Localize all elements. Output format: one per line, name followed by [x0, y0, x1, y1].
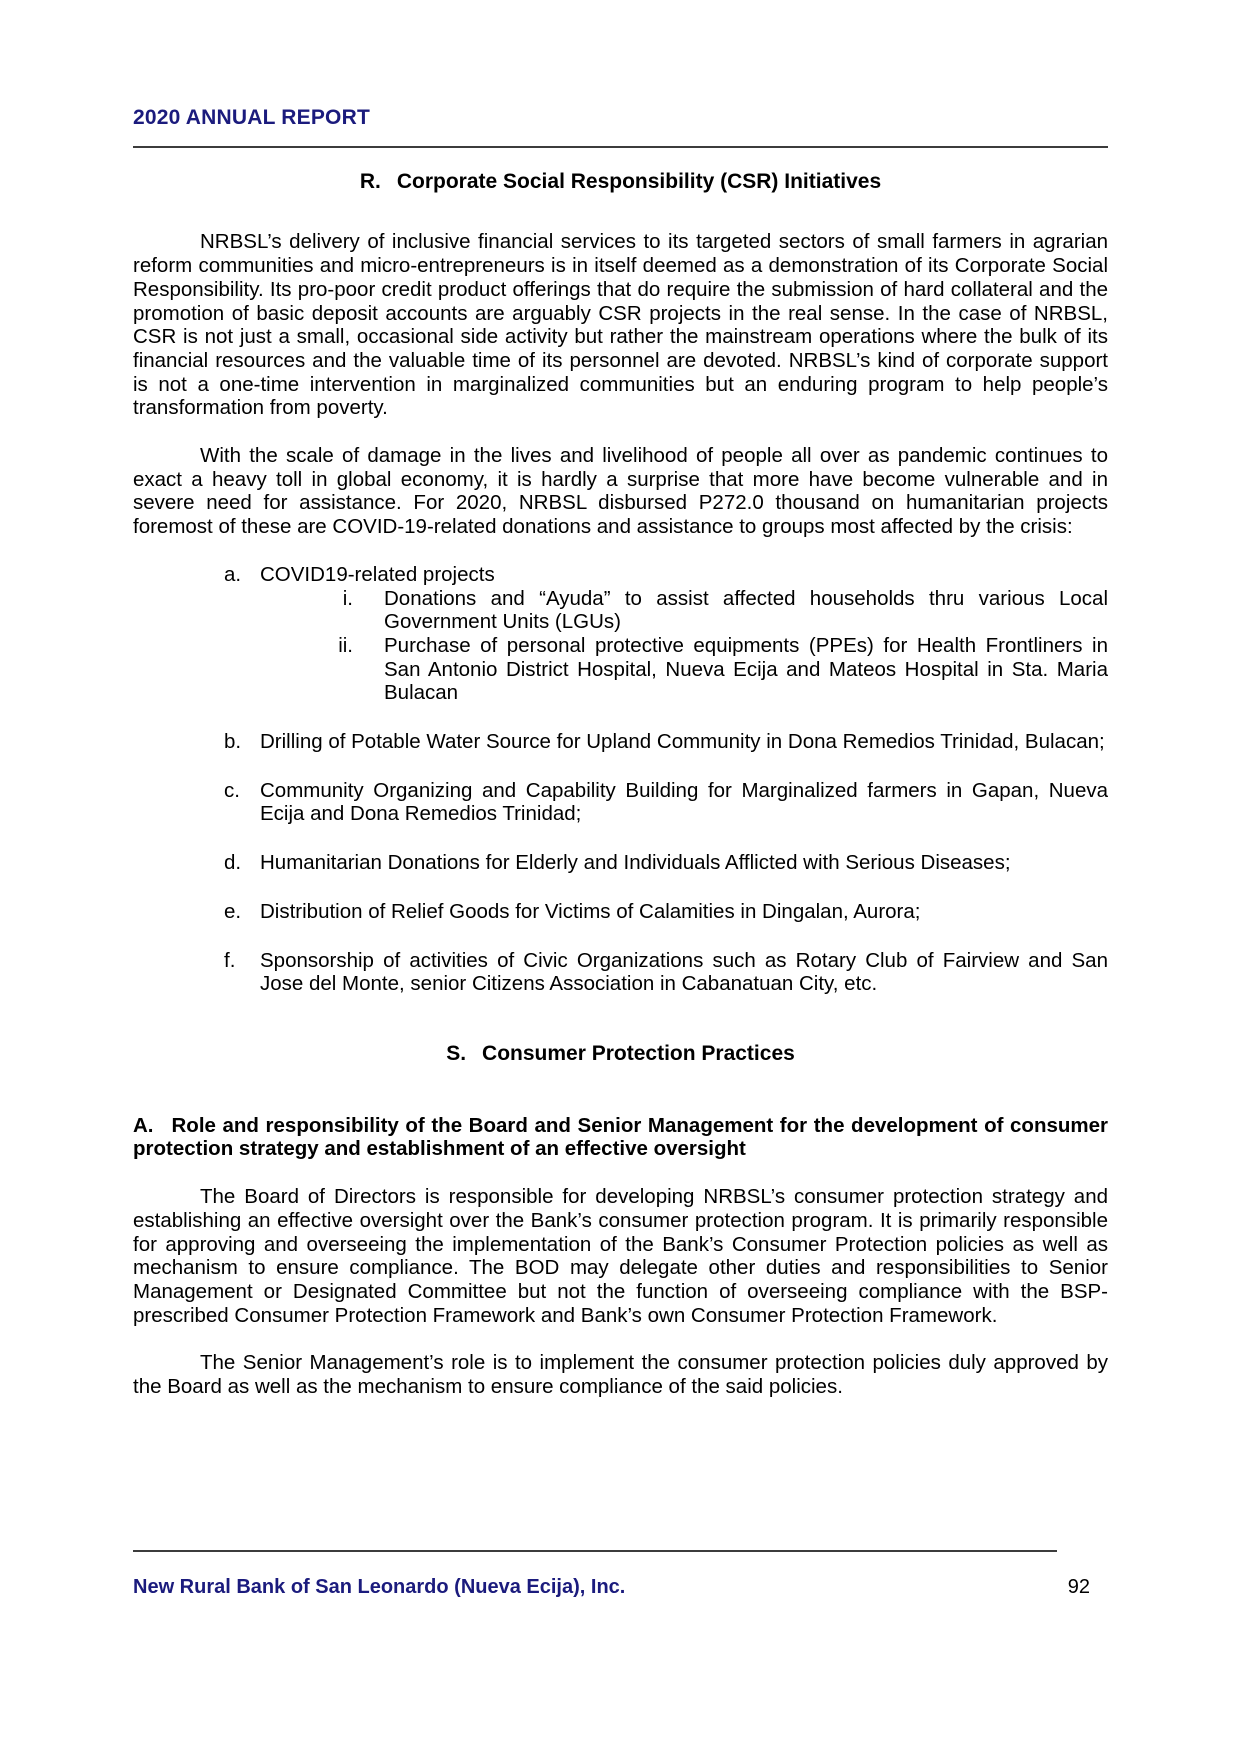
list-item-f-marker: f. [224, 948, 236, 972]
csr-section-title: Corporate Social Responsibility (CSR) Initiatives [396, 169, 882, 193]
list-item-e [224, 900, 1108, 924]
list-item-a-marker: a. [224, 562, 242, 586]
sub-item-ii-marker: ii. [338, 633, 353, 657]
consumer-paragraph-2: The Senior Management’s role is to implement the consumer protection policies duly approved by the Board as well as the mechanism to ensure compliance of the said policies. [133, 1351, 1108, 1399]
list-item-a-text: COVID19-related projects [260, 562, 495, 586]
report-title: 2020 ANNUAL REPORT [133, 106, 370, 129]
consumer-section-heading [133, 1042, 1108, 1066]
consumer-section-title: Consumer Protection Practices [482, 1041, 795, 1065]
list-item-d-marker: d. [224, 851, 242, 875]
csr-section-heading [133, 170, 1108, 194]
list-item-b-text: Drilling of Potable Water Source for Upland Community in Dona Remedios Trinidad, Bulacan; [260, 730, 1105, 754]
footer-rule [133, 1550, 1057, 1552]
csr-section-label: R. [359, 169, 381, 193]
consumer-paragraph-1: The Board of Directors is responsible for developing NRBSL’s consumer protection strategy and establishing an effective oversight over the Bank’s consumer protection program. It is primarily responsible for approving and overseeing the implementation of the Bank’s Consumer Protection policies as well as mechanism to ensure compliance. The BOD may delegate other duties and responsibilities to Senior Management or Designated Committee but not the function of overseeing compliance with the BSP-prescribed Consumer Protection Framework and Bank’s own Consumer Protection Framework. [133, 1185, 1108, 1327]
subsection-a-label: A. [133, 1113, 154, 1137]
sub-item-i-text: Donations and “Ayuda” to assist affected households thru various Local Government Units (LGUs) [384, 586, 1108, 634]
list-item-e-marker: e. [224, 899, 242, 923]
page-footer [133, 1550, 1108, 1599]
list-item-c-marker: c. [224, 778, 240, 802]
list-item-f [224, 949, 1108, 996]
page-content [133, 0, 1108, 1399]
list-item-e-text: Distribution of Relief Goods for Victims of Calamities in Dingalan, Aurora; [260, 899, 921, 923]
list-item-d [224, 851, 1108, 875]
footer-bank-name: New Rural Bank of San Leonardo (Nueva Ecija), Inc. [133, 1576, 626, 1598]
sub-item-ii [321, 634, 1108, 705]
header-rule [133, 146, 1108, 148]
subsection-a-heading [133, 1114, 1108, 1161]
list-item-f-text: Sponsorship of activities of Civic Organizations such as Rotary Club of Fairview and San Jose del Monte, senior Citizens Association in Cabanatuan City, etc. [260, 948, 1108, 996]
list-item-c-text: Community Organizing and Capability Building for Marginalized farmers in Gapan, Nueva Ecija and Dona Remedios Trinidad; [260, 778, 1108, 826]
footer-page-number: 92 [1067, 1576, 1090, 1598]
sub-item-i [321, 587, 1108, 634]
csr-projects-list [224, 563, 1108, 996]
subsection-a-title: Role and responsibility of the Board and Senior Management for the development of consumer protection strategy and establishment of an effective oversight [133, 1113, 1108, 1161]
list-item-d-text: Humanitarian Donations for Elderly and Individuals Afflicted with Serious Diseases; [260, 851, 1011, 875]
list-item-b-marker: b. [224, 730, 242, 754]
sub-item-i-marker: i. [342, 586, 353, 610]
list-item-c [224, 779, 1108, 826]
footer-row [133, 1576, 1108, 1599]
list-item-a [224, 563, 1108, 587]
csr-paragraph-1: NRBSL’s delivery of inclusive financial services to its targeted sectors of small farmers in agrarian reform communities and micro-entrepreneurs is in itself deemed as a demonstration of its Corporate Social Responsibility. Its pro-poor credit product offerings that do require the submission of hard collateral and the promotion of basic deposit accounts are arguably CSR projects in the real sense. In the case of NRBSL, CSR is not just a small, occasional side activity but rather the mainstream operations where the bulk of its financial resources and the valuable time of its personnel are devoted. NRBSL’s kind of corporate support is not a one-time intervention in marginalized communities but an enduring program to help people’s transformation from poverty. [133, 230, 1108, 420]
csr-paragraph-2: With the scale of damage in the lives and livelihood of people all over as pandemic continues to exact a heavy toll in global economy, it is hardly a surprise that more have become vulnerable and in severe need for assistance. For 2020, NRBSL disbursed P272.0 thousand on humanitarian projects foremost of these are COVID-19-related donations and assistance to groups most affected by the crisis: [133, 444, 1108, 539]
list-item-b [224, 730, 1108, 754]
covid-sub-list [321, 587, 1108, 706]
consumer-section-label: S. [446, 1041, 467, 1065]
sub-item-ii-text: Purchase of personal protective equipments (PPEs) for Health Frontliners in San Antonio District Hospital, Nueva Ecija and Mateos Hospital in Sta. Maria Bulacan [384, 633, 1108, 705]
